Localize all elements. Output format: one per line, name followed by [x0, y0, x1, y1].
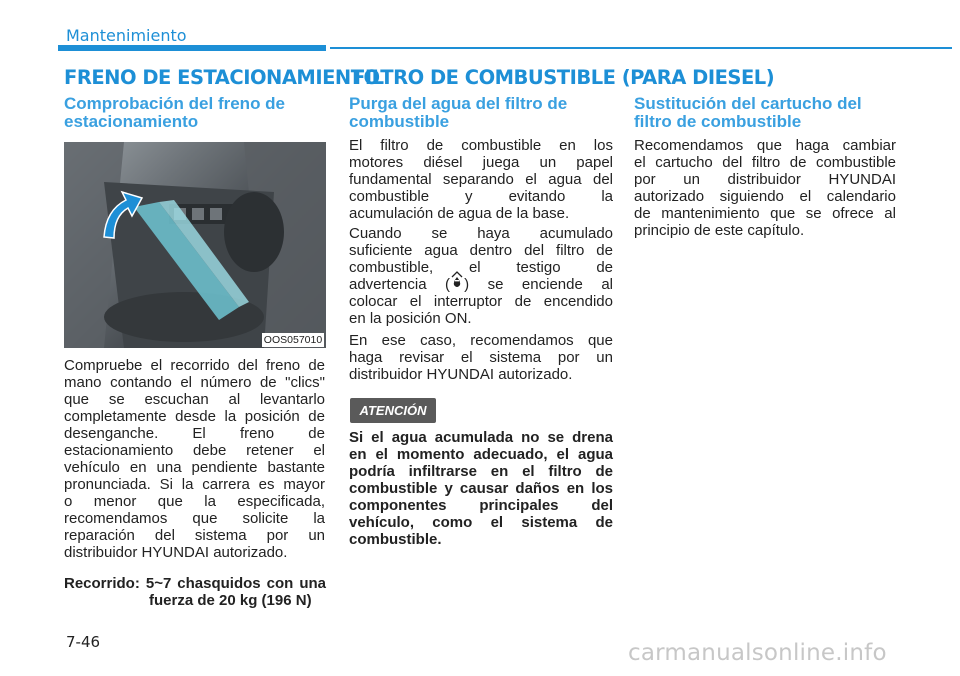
heading-parking-brake: FRENO DE ESTACIONAMIENTO [64, 66, 380, 89]
subheading-water-drain: Purga del agua del filtro de combustible [349, 94, 568, 131]
water-in-fuel-icon [450, 276, 464, 292]
water-drain-para3: En ese caso, recomendamos que haga revisar el sistema por un distribuidor HYUNDAI autorizado. [349, 332, 613, 383]
brake-body-text: Compruebe el recorrido del freno de mano contando el número de "clics" que se escuchan al levantarlo completamente desde la posición de desenganche. El freno de estacionamiento debe retener el vehículo en una pendiente bastante pronunciada. Si la carrera es mayor o menor que la especificada, recomendamos que solicite la reparación del sistema por un distribuidor HYUNDAI autorizado. [64, 357, 325, 561]
warning-badge: ATENCIÓN [350, 398, 436, 423]
page-number: 7-46 [66, 633, 101, 651]
heading-fuel-filter: FILTRO DE COMBUSTIBLE (PARA DIESEL) [352, 66, 775, 89]
watermark: carmanualsonline.info [628, 640, 887, 666]
parking-brake-illustration [64, 142, 326, 348]
water-drain-para2: Cuando se haya acumulado suficiente agua dentro del filtro de combustible, el testigo de advertencia ( ) se enciende al colocar el interruptor de encendido en la posición ON. [349, 225, 613, 327]
cartridge-body-text: Recomendamos que haga cambiar el cartucho del filtro de combustible por un distribuidor HYUNDAI autorizado siguiendo el calendario de mantenimiento que se ofrece al principio de este capítulo. [634, 137, 896, 239]
warning-text: Si el agua acumulada no se drena en el momento adecuado, el agua podría infiltrarse en el filtro de combustible y causar daños en los componentes principales del vehículo, como el sistema de combustible. [349, 429, 613, 548]
water-drain-para1: El filtro de combustible en los motores diésel juega un papel fundamental separando el agua del combustible y evitando la acumulación de agua de la base. [349, 137, 613, 222]
image-caption: OOS057010 [263, 334, 323, 346]
section-label: Mantenimiento [66, 26, 187, 45]
subheading-brake-check: Comprobación del freno de estacionamiento [64, 94, 286, 131]
brake-spec: Recorrido: 5~7 chasquidos con una fuerza de 20 kg (196 N) [64, 575, 326, 609]
parking-brake-photo [64, 142, 326, 348]
header-rule-thin [330, 47, 952, 49]
header-rule-thick [58, 45, 326, 51]
subheading-cartridge-replacement: Sustitución del cartucho del filtro de combustible [634, 94, 862, 131]
